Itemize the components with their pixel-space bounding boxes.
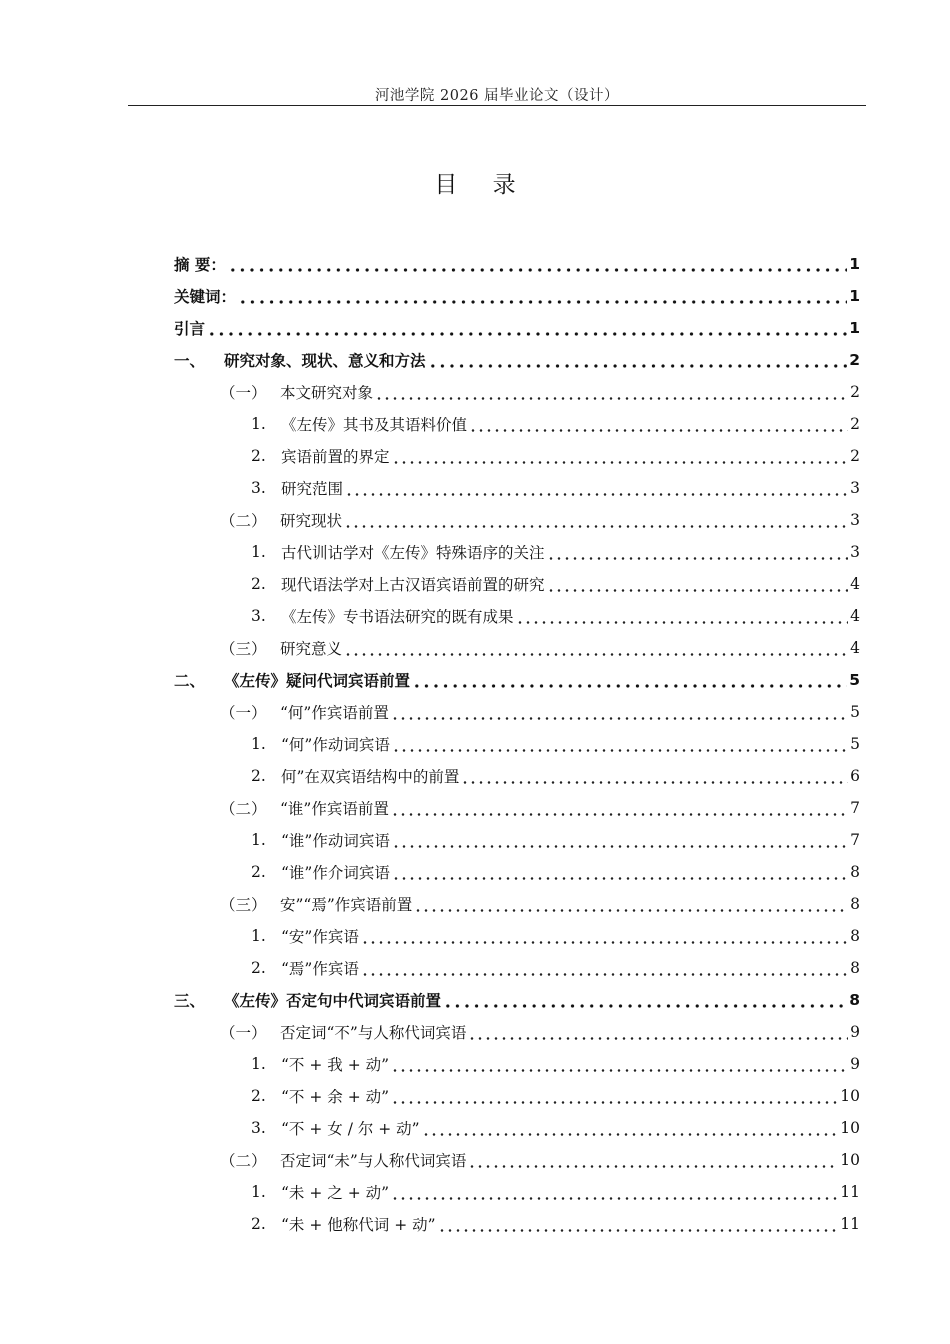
dot-leader: [361, 928, 848, 944]
toc-entry-title: 研究对象、现状、意义和方法: [224, 352, 426, 370]
toc-entry[interactable]: [174, 1048, 860, 1080]
toc-entry[interactable]: [174, 408, 860, 440]
toc-entry-title: “不 + 余 + 动”: [281, 1088, 390, 1106]
toc-entry-page-number: 7: [850, 831, 860, 849]
dot-leader: [461, 768, 848, 784]
dot-leader: [344, 640, 848, 656]
page-header: 河池学院 2026 届毕业论文（设计）: [374, 88, 620, 104]
toc-entry[interactable]: [174, 632, 860, 664]
dot-leader: [228, 256, 847, 272]
toc-entry-number: （三）: [220, 896, 267, 914]
toc-entry-page-number: 11: [840, 1183, 860, 1201]
toc-entry-page-number: 4: [850, 575, 860, 593]
header-rule: [128, 105, 866, 106]
toc-entry-title: “不 + 我 + 动”: [281, 1056, 390, 1074]
toc-entry-number: 1.: [251, 415, 266, 433]
toc-entry[interactable]: [174, 600, 860, 632]
dot-leader: [344, 512, 848, 528]
toc-entry-number: 一、: [174, 352, 206, 370]
toc-entry-page-number: 1: [849, 287, 860, 305]
toc-entry[interactable]: [174, 1144, 860, 1176]
toc-entry-title: “谁”作宾语前置: [280, 800, 389, 818]
toc-entry-title: 现代语法学对上古汉语宾语前置的研究: [281, 576, 545, 594]
toc-entry-title: 何”在双宾语结构中的前置: [281, 768, 460, 786]
toc-entry-page-number: 2: [850, 415, 860, 433]
toc-entry-number: 2.: [251, 575, 266, 593]
toc-entry-title: “焉”作宾语: [281, 960, 359, 978]
toc-entry[interactable]: [174, 472, 860, 504]
toc-entry-page-number: 3: [850, 511, 860, 529]
toc-entry-number: 三、: [174, 992, 206, 1010]
toc-entry-number: 3.: [251, 1119, 266, 1137]
toc-entry-page-number: 10: [840, 1119, 860, 1137]
toc-entry[interactable]: [174, 664, 860, 696]
toc-entry[interactable]: [174, 696, 860, 728]
toc-entry-title: 引言: [174, 320, 206, 338]
toc-entry-number: 1.: [251, 735, 266, 753]
toc-entry[interactable]: [174, 1016, 860, 1048]
dot-leader: [375, 384, 848, 400]
dot-leader: [345, 480, 848, 496]
toc-entry[interactable]: [174, 888, 860, 920]
toc-entry-number: （一）: [220, 704, 267, 722]
toc-entry-number: 2.: [251, 863, 266, 881]
toc-entry-title: “不 + 女 / 尔 + 动”: [281, 1120, 420, 1138]
toc-entry-number: 2.: [251, 1087, 266, 1105]
toc-entry-page-number: 3: [850, 543, 860, 561]
toc-entry-number: 1.: [251, 927, 266, 945]
toc-entry-page-number: 2: [849, 351, 860, 369]
dot-leader: [414, 896, 848, 912]
dot-leader: [391, 1088, 838, 1104]
dot-leader: [428, 352, 848, 368]
toc-entry-page-number: 1: [849, 255, 860, 273]
dot-leader: [547, 576, 849, 592]
toc-entry-title: 研究意义: [280, 640, 343, 658]
toc-entry-page-number: 5: [849, 671, 860, 689]
dot-leader: [547, 544, 849, 560]
toc-entry[interactable]: [174, 1176, 860, 1208]
toc-entry-title: “何”作宾语前置: [280, 704, 389, 722]
toc-entry-number: （二）: [220, 800, 267, 818]
toc-entry-number: （一）: [220, 1024, 267, 1042]
dot-leader: [391, 1184, 838, 1200]
toc-entry-page-number: 4: [850, 607, 860, 625]
toc-entry-page-number: 10: [840, 1087, 860, 1105]
toc-entry-page-number: 10: [840, 1151, 860, 1169]
dot-leader: [468, 1024, 848, 1040]
toc-entry-number: 1.: [251, 1183, 266, 1201]
toc-entry-number: 2.: [251, 959, 266, 977]
toc-entry[interactable]: [174, 376, 860, 408]
dot-leader: [468, 1152, 838, 1168]
toc-entry-number: （二）: [220, 1152, 267, 1170]
toc-entry[interactable]: [174, 792, 860, 824]
dot-leader: [412, 672, 847, 688]
toc-entry-page-number: 8: [850, 863, 860, 881]
toc-entry-title: “安”作宾语: [281, 928, 359, 946]
toc-entry[interactable]: [174, 280, 860, 312]
toc-entry-title: “何”作动词宾语: [281, 736, 390, 754]
dot-leader: [392, 832, 848, 848]
toc-entry[interactable]: [174, 344, 860, 376]
toc-entry-number: 2.: [251, 767, 266, 785]
dot-leader: [422, 1120, 839, 1136]
toc-entry-title: 古代训诂学对《左传》特殊语序的关注: [281, 544, 545, 562]
toc-entry-title: 否定词“未”与人称代词宾语: [280, 1152, 467, 1170]
toc-entry[interactable]: [174, 760, 860, 792]
toc-entry-number: 2.: [251, 447, 266, 465]
toc-entry-page-number: 7: [850, 799, 860, 817]
toc-entry-title: 否定词“不”与人称代词宾语: [280, 1024, 467, 1042]
toc-entry-title: 关键词：: [174, 288, 237, 306]
toc-entry-page-number: 4: [850, 639, 860, 657]
toc-entry[interactable]: [174, 728, 860, 760]
toc-entry-page-number: 3: [850, 479, 860, 497]
toc-entry-title: 摘 要：: [174, 256, 226, 274]
toc-entry-title: 本文研究对象: [280, 384, 374, 402]
toc-entry-page-number: 8: [849, 991, 860, 1009]
dot-leader: [392, 864, 848, 880]
toc-entry[interactable]: [174, 248, 860, 280]
toc-entry-page-number: 8: [850, 959, 860, 977]
dot-leader: [438, 1216, 839, 1232]
toc-entry-page-number: 8: [850, 895, 860, 913]
toc-entry-number: 3.: [251, 479, 266, 497]
toc-entry-title: 宾语前置的界定: [281, 448, 390, 466]
toc-entry-page-number: 5: [850, 703, 860, 721]
dot-leader: [361, 960, 848, 976]
toc-entry-number: 二、: [174, 672, 206, 690]
toc-entry-title: 安”“焉”作宾语前置: [280, 896, 413, 914]
toc-entry[interactable]: [174, 1208, 860, 1240]
toc-entry-title: 《左传》否定句中代词宾语前置: [224, 992, 442, 1010]
dot-leader: [392, 736, 848, 752]
toc-entry-page-number: 2: [850, 383, 860, 401]
dot-leader: [516, 608, 849, 624]
toc-entry-number: 1.: [251, 1055, 266, 1073]
dot-leader: [391, 800, 848, 816]
toc-entry[interactable]: [174, 536, 860, 568]
toc-entry-title: 研究范围: [281, 480, 344, 498]
dot-leader: [391, 704, 848, 720]
toc-entry-number: 3.: [251, 607, 266, 625]
toc-entry-page-number: 8: [850, 927, 860, 945]
toc-entry-title: “未 + 之 + 动”: [281, 1184, 390, 1202]
toc-title: 目 录: [434, 172, 530, 198]
dot-leader: [391, 1056, 848, 1072]
toc-entry-page-number: 2: [850, 447, 860, 465]
toc-entry[interactable]: [174, 824, 860, 856]
toc-entry[interactable]: [174, 984, 860, 1016]
toc-entry-title: “未 + 他称代词 + 动”: [281, 1216, 436, 1234]
toc-entry-number: （二）: [220, 512, 267, 530]
toc-entry-number: 1.: [251, 831, 266, 849]
toc-entry-page-number: 9: [850, 1055, 860, 1073]
toc-entry-number: 2.: [251, 1215, 266, 1233]
dot-leader: [469, 416, 848, 432]
toc-entry[interactable]: [174, 856, 860, 888]
toc-entry[interactable]: [174, 1080, 860, 1112]
toc-entry[interactable]: [174, 920, 860, 952]
toc-entry-page-number: 6: [850, 767, 860, 785]
dot-leader: [238, 288, 847, 304]
toc-entry-page-number: 5: [850, 735, 860, 753]
table-of-contents: [174, 248, 860, 1240]
toc-entry-number: （一）: [220, 384, 267, 402]
toc-entry-page-number: 9: [850, 1023, 860, 1041]
toc-entry[interactable]: [174, 952, 860, 984]
toc-entry-title: “谁”作介词宾语: [281, 864, 390, 882]
dot-leader: [443, 992, 847, 1008]
dot-leader: [207, 320, 847, 336]
toc-entry[interactable]: [174, 1112, 860, 1144]
toc-entry-title: 《左传》其书及其语料价值: [281, 416, 468, 434]
toc-entry-title: 《左传》疑问代词宾语前置: [224, 672, 411, 690]
dot-leader: [392, 448, 849, 464]
toc-entry-title: 研究现状: [280, 512, 343, 530]
toc-entry[interactable]: [174, 312, 860, 344]
toc-entry[interactable]: [174, 568, 860, 600]
toc-entry-number: （三）: [220, 640, 267, 658]
toc-entry[interactable]: [174, 504, 860, 536]
toc-entry[interactable]: [174, 440, 860, 472]
toc-entry-page-number: 11: [840, 1215, 860, 1233]
toc-entry-title: 《左传》专书语法研究的既有成果: [281, 608, 514, 626]
toc-entry-number: 1.: [251, 543, 266, 561]
toc-entry-page-number: 1: [849, 319, 860, 337]
toc-entry-title: “谁”作动词宾语: [281, 832, 390, 850]
